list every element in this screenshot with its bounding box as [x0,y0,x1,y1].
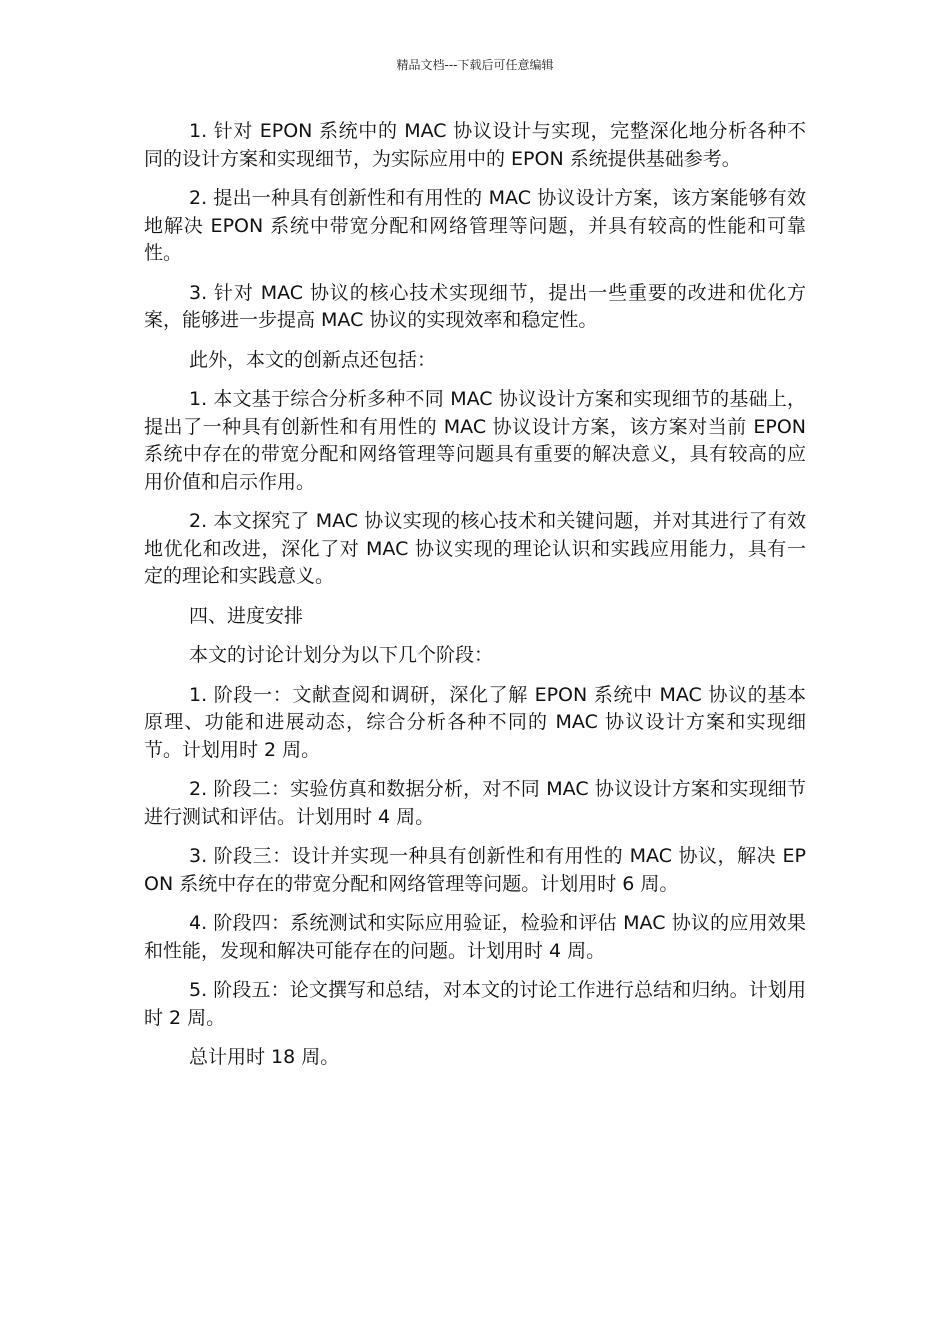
paragraph-objective-3: 3. 针对 MAC 协议的核心技术实现细节，提出一些重要的改进和优化方案，能够进一步提高 MAC 协议的实现效率和稳定性。 [144,281,806,331]
paragraph-innovation-intro: 此外，本文的创新点还包括： [189,348,437,371]
paragraph-innovation-2: 2. 本文探究了 MAC 协议实现的核心技术和关键问题，并对其进行了有效地优化和改进，深化了对 MAC 协议实现的理论认识和实践应用能力，具有一定的理论和实践意义。 [144,510,806,587]
paragraph-stage-5: 5. 阶段五：论文撰写和总结，对本文的讨论工作进行总结和归纳。计划用时 2 周。 [144,979,806,1029]
section-heading-schedule: 四、进度安排 [189,604,304,627]
paragraph-schedule-intro: 本文的讨论计划分为以下几个阶段： [189,644,494,666]
paragraph-innovation-1: 1. 本文基于综合分析多种不同 MAC 协议设计方案和实现细节的基础上，提出了一种具有创新性和有用性的 MAC 协议设计方案，该方案对当前 EPON 系统中存在的带宽分配和网络管理等问题具有重要的解决意义，具有较高的应用价值和启示作用。 [144,388,806,493]
paragraph-objective-2: 2. 提出一种具有创新性和有用性的 MAC 协议设计方案，该方案能够有效地解决 EPON 系统中带宽分配和网络管理等问题，并具有较高的性能和可靠性。 [144,187,806,264]
paragraph-total-time: 总计用时 18 周。 [189,1046,340,1068]
page-header: 精品文档---下载后可任意编辑 [396,58,554,72]
paragraph-stage-2: 2. 阶段二：实验仿真和数据分析，对不同 MAC 协议设计方案和实现细节进行测试和评估。计划用时 4 周。 [144,778,806,828]
paragraph-stage-4: 4. 阶段四：系统测试和实际应用验证，检验和评估 MAC 协议的应用效果和性能，发现和解决可能存在的问题。计划用时 4 周。 [144,912,806,962]
document-body [144,118,806,1084]
paragraph-stage-3: 3. 阶段三：设计并实现一种具有创新性和有用性的 MAC 协议，解决 EPON 系统中存在的带宽分配和网络管理等问题。计划用时 6 周。 [144,845,806,895]
paragraph-objective-1: 1. 针对 EPON 系统中的 MAC 协议设计与实现，完整深化地分析各种不同的设计方案和实现细节，为实际应用中的 EPON 系统提供基础参考。 [144,120,806,170]
paragraph-stage-1: 1. 阶段一：文献查阅和调研，深化了解 EPON 系统中 MAC 协议的基本原理、功能和进展动态，综合分析各种不同的 MAC 协议设计方案和实现细节。计划用时 2 周。 [144,683,806,761]
